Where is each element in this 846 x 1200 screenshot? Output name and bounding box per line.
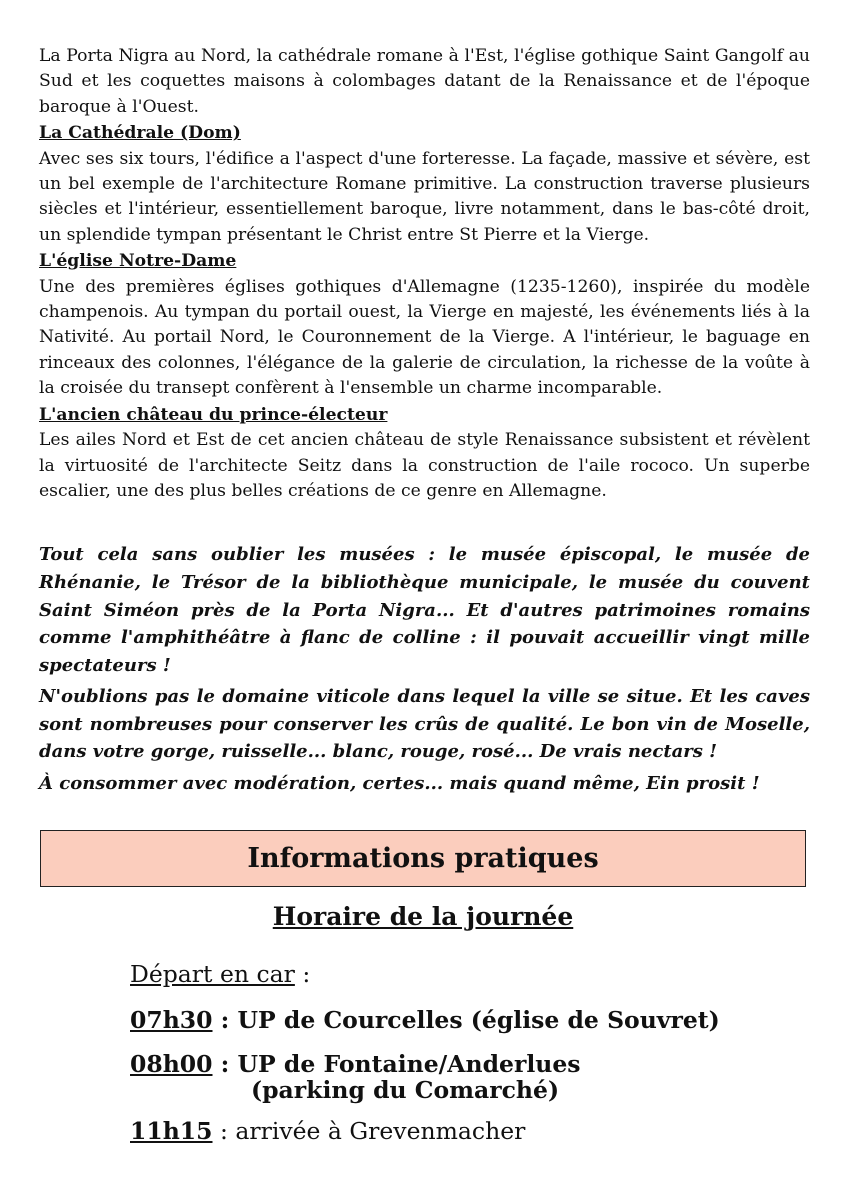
italic-paragraph-toast: À consommer avec modération, certes... mais quand même, Ein prosit ! bbox=[39, 773, 760, 795]
italic-notes bbox=[39, 541, 810, 797]
schedule-row bbox=[130, 1007, 810, 1033]
schedule-separator: : bbox=[212, 1050, 238, 1078]
section-text: Les ailes Nord et Est de cet ancien château de style Renaissance subsistent et révèlent la virtuosité de l'architecte Seitz dans la construction de l'aile rococo. Un superbe escalier, une des plus belles créations de ce genre en Allemagne. bbox=[39, 430, 810, 501]
section-text: Avec ses six tours, l'édifice a l'aspect d'une forteresse. La façade, massive et sévère, est un bel exemple de l'architecture Romane primitive. La construction traverse plusieurs siècles et l'intérieur, essentiellement baroque, livre notamment, dans le bas-côté droit, un splendide tympan présentant le Christ entre St Pierre et la Vierge. bbox=[39, 148, 810, 245]
section-heading: L'église Notre-Dame bbox=[39, 251, 237, 272]
section-cathedrale bbox=[39, 121, 810, 248]
document-body bbox=[39, 44, 810, 802]
schedule-separator: : bbox=[212, 1117, 236, 1145]
departure-text: Départ en car bbox=[130, 960, 295, 988]
section-chateau bbox=[39, 403, 810, 505]
schedule-title: Horaire de la journée bbox=[272, 902, 574, 931]
schedule-place-detail: (parking du Comarché) bbox=[251, 1076, 560, 1104]
section-heading: L'ancien château du prince-électeur bbox=[39, 404, 388, 425]
info-title: Informations pratiques bbox=[247, 843, 599, 874]
schedule-time: 07h30 bbox=[130, 1006, 213, 1034]
schedule-time: 11h15 bbox=[130, 1117, 213, 1145]
schedule-place: arrivée à Grevenmacher bbox=[235, 1117, 526, 1145]
schedule-row bbox=[130, 1051, 810, 1103]
departure-colon: : bbox=[294, 960, 311, 988]
section-notre-dame bbox=[39, 249, 810, 401]
departure-label bbox=[130, 960, 810, 988]
schedule-time: 08h00 bbox=[130, 1050, 213, 1078]
italic-paragraph-wine: N'oublions pas le domaine viticole dans lequel la ville se situe. Et les caves sont nombreuses pour conserver les crûs de qualité. Le bon vin de Moselle, dans votre gorge, ruisselle... blanc, rouge, rosé... De vrais nectars ! bbox=[39, 686, 810, 763]
intro-paragraph: La Porta Nigra au Nord, la cathédrale romane à l'Est, l'église gothique Saint Gangolf au Sud et les coquettes maisons à colombages datant de la Renaissance et de l'époque baroque à l'Ouest. bbox=[39, 46, 810, 117]
section-text: Une des premières églises gothiques d'Allemagne (1235-1260), inspirée du modèle champenois. Au tympan du portail ouest, la Vierge en majesté, les événements liés à la Nativité. Au portail Nord, le Couronnement de la Vierge. A l'intérieur, le baguage en rinceaux des colonnes, l'élégance de la galerie de circulation, la richesse de la voûte à la croisée du transept confèrent à l'ensemble un charme incomparable. bbox=[39, 276, 810, 399]
section-heading: La Cathédrale (Dom) bbox=[39, 123, 241, 144]
schedule-place: UP de Courcelles (église de Souvret) bbox=[237, 1006, 720, 1034]
schedule-separator: : bbox=[212, 1006, 238, 1034]
schedule-place: UP de Fontaine/Anderlues bbox=[237, 1050, 581, 1078]
italic-paragraph-museums: Tout cela sans oublier les musées : le musée épiscopal, le musée de Rhénanie, le Trésor de la bibliothèque municipale, le musée du couvent Saint Siméon près de la Porta Nigra... Et d'autres patrimoines romains comme l'amphithéâtre à flanc de colline : il pouvait accueillir vingt mille spectateurs ! bbox=[39, 544, 810, 676]
schedule-row bbox=[130, 1118, 810, 1144]
info-banner bbox=[40, 830, 806, 887]
